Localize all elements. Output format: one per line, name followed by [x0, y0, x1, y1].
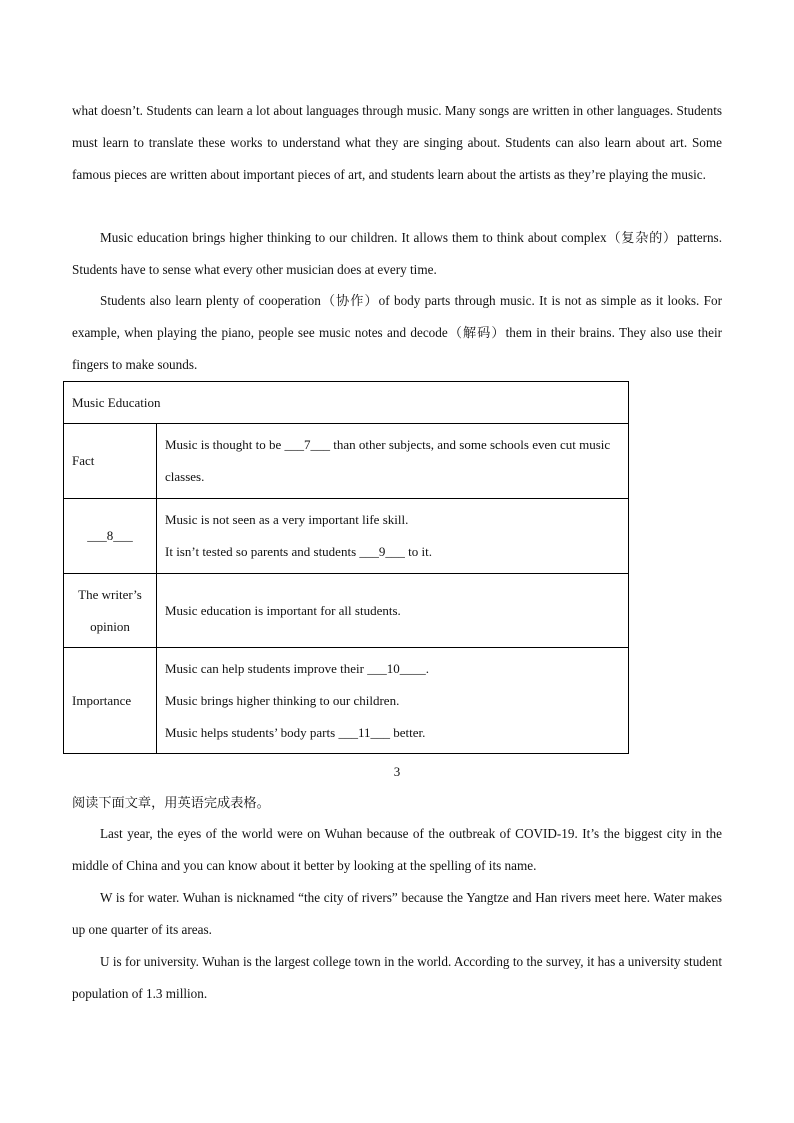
importance-text-pre-1: Music can help students improve their: [165, 660, 368, 676]
importance-text-post-1: .: [425, 660, 429, 676]
table-row-opinion: [64, 574, 629, 648]
passage1-paragraph-1: what doesn’t. Students can learn a lot about languages through music. Many songs are written in other languages. Students must learn to translate these works to understand what they are singing about. Students can also learn about art. Some famous pieces are written about important pieces of art, and students learn about the artists as they’re playing the music.: [72, 103, 722, 182]
blank-8: ___8___: [64, 499, 157, 574]
section2-paragraph-1: Last year, the eyes of the world were on Wuhan because of the outbreak of COVID-19. It’s the biggest city in the middle of China and you can know about it better by looking at the spelling of its name.: [72, 826, 722, 873]
fact-text-pre: Music is thought to be: [165, 437, 285, 452]
importance-line-1: [165, 653, 620, 685]
importance-line-3: [165, 717, 620, 749]
section2-paragraph-2: W is for water. Wuhan is nicknamed “the city of rivers” because the Yangtze and Han rivers meet here. Water makes up one quarter of its areas.: [72, 890, 722, 937]
fact-cell: [157, 424, 629, 499]
blank-11: ___11___: [338, 724, 390, 740]
passage1-paragraph-3: Students also learn plenty of cooperation（协作）of body parts through music. It is not as simple as it looks. For example, when playing the piano, people see music notes and decode（解码）them in their brains. They also use their fingers to make sounds.: [72, 293, 722, 372]
importance-text-pre-3: Music helps students’ body parts: [165, 724, 339, 740]
importance-label: Importance: [64, 648, 157, 754]
row2-text-pre: It isn’t tested so parents and students: [165, 544, 360, 559]
row2-line-2: [165, 536, 620, 568]
row2-line-1: Music is not seen as a very important life skill.: [165, 512, 409, 527]
row2-text-post: to it.: [404, 544, 432, 559]
row2-cell: [157, 499, 629, 574]
music-education-table: [63, 381, 629, 754]
opinion-text: Music education is important for all students.: [157, 574, 629, 648]
importance-line-2: Music brings higher thinking to our children.: [165, 692, 400, 708]
importance-cell: [157, 648, 629, 754]
table-row-8: [64, 499, 629, 574]
section2-paragraph-3: U is for university. Wuhan is the largest college town in the world. According to the survey, it has a university student population of 1.3 million.: [72, 954, 722, 1001]
blank-9: ___9___: [359, 544, 405, 559]
table-row-importance: [64, 648, 629, 754]
passage1-paragraph-2: Music education brings higher thinking to our children. It allows them to think about complex（复杂的）patterns. Students have to sense what every other musician does at every time.: [72, 230, 722, 277]
page-number: 3: [393, 764, 401, 779]
section2-instruction: 阅读下面文章，用英语完成表格。: [72, 796, 270, 811]
importance-text-post-3: better.: [389, 724, 426, 740]
fact-label: Fact: [64, 424, 157, 499]
blank-10: ___10____: [367, 660, 426, 676]
opinion-label: The writer’s opinion: [64, 574, 157, 648]
fact-text-post: than other subjects, and some schools even cut music classes.: [165, 437, 611, 484]
blank-7: ___7___: [284, 437, 331, 452]
table-title: Music Education: [64, 382, 629, 424]
table-row-fact: [64, 424, 629, 499]
